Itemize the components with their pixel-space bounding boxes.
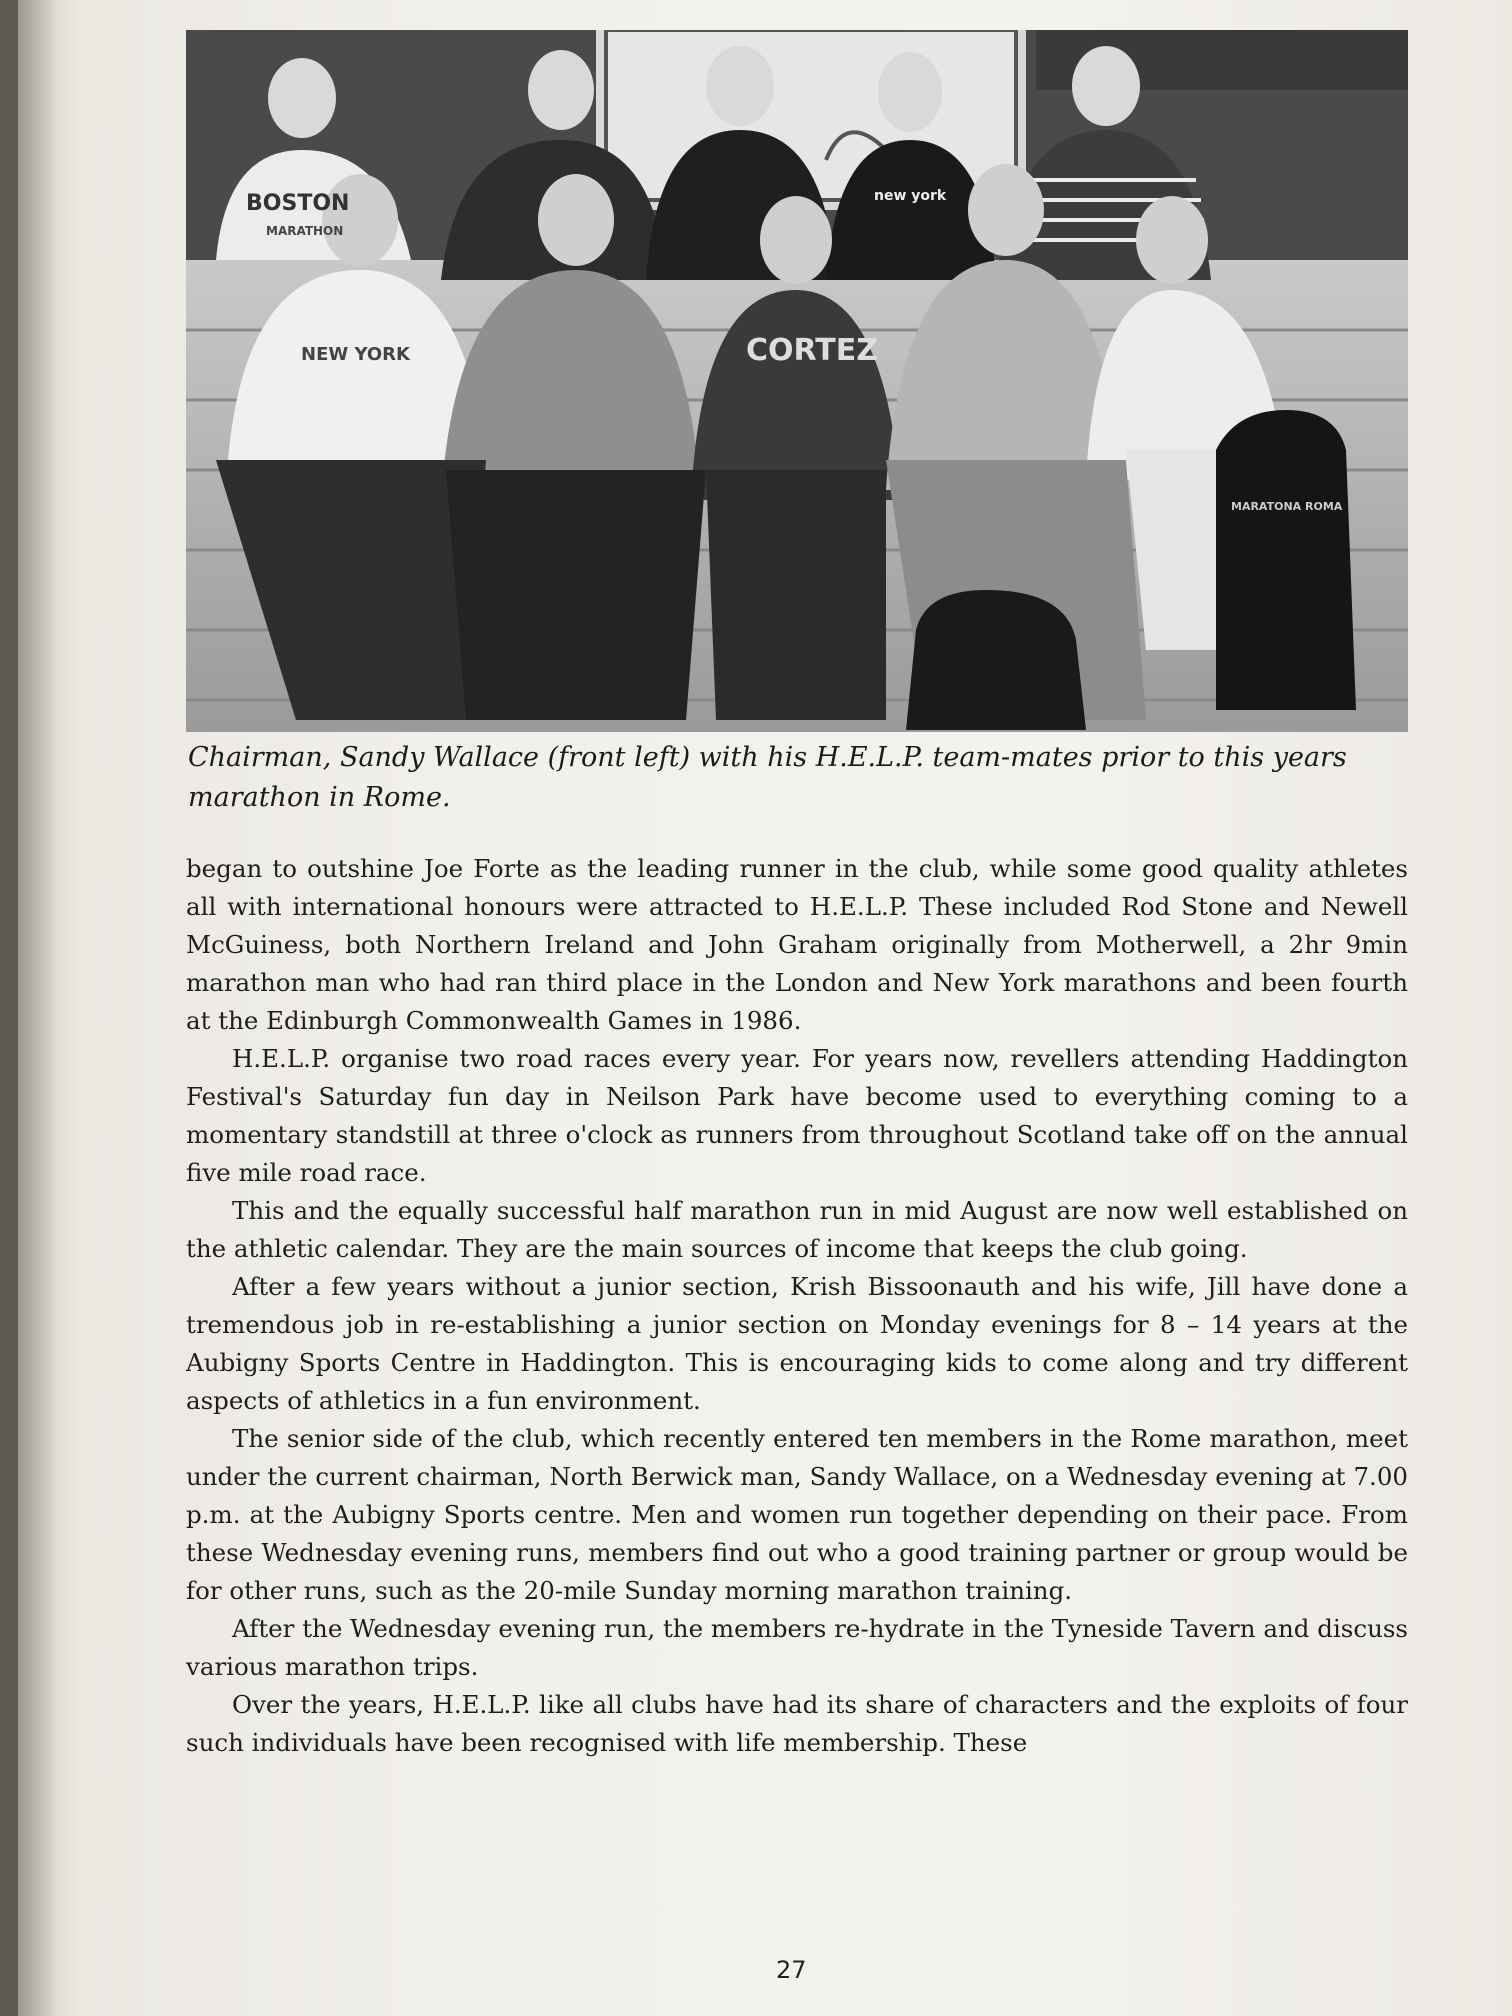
shirt-text-boston: BOSTON: [246, 191, 350, 216]
paragraph-3: This and the equally successful half marathon run in mid August are now well established on the athletic calendar. They are the main sources of income that keeps the club going.: [186, 1196, 1408, 1263]
bag-text-maratona-roma: MARATONA ROMA: [1231, 500, 1343, 513]
paragraph-1: began to outshine Joe Forte as the leading runner in the club, while some good quality athletes all with international honours were attracted to H.E.L.P. These included Rod Stone and Newell McGuiness, both Northern Ireland and John Graham originally from Motherwell, a 2hr 9min marathon man who had ran third place in the London and New York marathons and been fourth at the Edinburgh Commonwealth Games in 1986.: [186, 854, 1408, 1035]
paragraph-6: After the Wednesday evening run, the members re-hydrate in the Tyneside Tavern and discuss various marathon trips.: [186, 1614, 1408, 1681]
shirt-text-cortez: CORTEZ: [746, 333, 878, 368]
shirt-text-new-york-black: new york: [874, 188, 947, 204]
article-body: [186, 850, 1408, 1762]
page-number: 27: [776, 1956, 807, 1984]
paragraph-5: The senior side of the club, which recently entered ten members in the Rome marathon, meet under the current chairman, North Berwick man, Sandy Wallace, on a Wednesday evening at 7.00 p.m. at the Aubigny Sports centre. Men and women run together depending on their pace. From these Wednesday evening runs, members find out who a good training partner or group would be for other runs, such as the 20-mile Sunday morning marathon training.: [186, 1424, 1408, 1605]
photo-caption: Chairman, Sandy Wallace (front left) with his H.E.L.P. team-mates prior to this years marathon in Rome.: [188, 742, 1347, 813]
shirt-text-new-york: NEW YORK: [301, 344, 410, 365]
paragraph-4: After a few years without a junior section, Krish Bissoonauth and his wife, Jill have done a tremendous job in re-establishing a junior section on Monday evenings for 8 – 14 years at the Aubigny Sports Centre in Haddington. This is encouraging kids to come along and try different aspects of athletics in a fun environment.: [186, 1272, 1408, 1415]
team-photo: [186, 30, 1408, 732]
page-spine-shadow: [18, 0, 58, 2016]
magazine-page: [18, 0, 1512, 2016]
paragraph-7: Over the years, H.E.L.P. like all clubs have had its share of characters and the exploits of four such individuals have been recognised with life membership. These: [186, 1690, 1408, 1757]
shirt-text-marathon: MARATHON: [266, 224, 344, 238]
paragraph-2: H.E.L.P. organise two road races every year. For years now, revellers attending Haddington Festival's Saturday fun day in Neilson Park have become used to everything coming to a momentary standstill at three o'clock as runners from throughout Scotland take off on the annual five mile road race.: [186, 1044, 1408, 1187]
